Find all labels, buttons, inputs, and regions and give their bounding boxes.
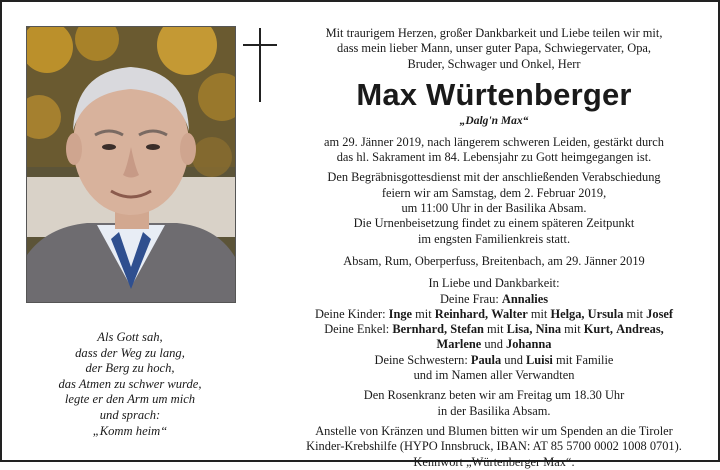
- child-spouse: Helga,: [550, 306, 585, 321]
- grandchild-name: Stefan: [450, 322, 484, 337]
- funeral-line: im engsten Familienkreis statt.: [417, 231, 571, 246]
- sisters-label: Deine Schwestern:: [374, 352, 468, 367]
- death-line: am 29. Jänner 2019, nach längerem schweren Leiden, gestärkt durch: [324, 134, 664, 149]
- grandchild-name: Andreas,: [616, 322, 664, 337]
- funeral-line: Die Urnenbeisetzung findet zu einem späteren Zeitpunkt: [353, 216, 635, 231]
- poem-line: „Komm heim“: [92, 423, 168, 438]
- funeral-line: Den Begräbnisgottesdienst mit der anschließenden Verabschiedung: [327, 170, 661, 185]
- grandchild-name: Bernhard,: [392, 322, 448, 337]
- donation-line: Kinder-Krebshilfe (HYPO Innsbruck, IBAN: AT 85 5700 0002 1008 0701).: [306, 439, 682, 454]
- donation-line: Kennwort „Würtenberger Max“.: [413, 454, 575, 469]
- grandchildren-line: Deine Enkel: Bernhard, Stefan mit Lisa, Nina mit Kurt, Andreas,: [324, 322, 664, 337]
- wife-line: [284, 292, 704, 307]
- grandchild-spouse: Kurt,: [583, 322, 614, 337]
- child-spouse: Reinhard,: [434, 306, 489, 321]
- children-label: Deine Kinder:: [314, 306, 386, 321]
- grandchildren-line-2: Marlene und Johanna: [436, 337, 552, 352]
- child-name: Inge: [388, 306, 413, 321]
- child-name: Walter: [491, 306, 528, 321]
- funeral-line: feiern wir am Samstag, dem 2. Februar 2019,: [381, 185, 607, 200]
- grandchild-spouse: Lisa,: [506, 322, 533, 337]
- deceased-name: Max Würtenberger: [356, 76, 632, 112]
- child-spouse: Josef: [646, 306, 674, 321]
- wife-name: Annalies: [501, 291, 549, 306]
- grandchild-name: Nina: [535, 322, 562, 337]
- nickname: „Dalg'n Max“: [459, 114, 529, 127]
- poem: [26, 330, 234, 439]
- sister-name: Luisi: [525, 352, 553, 367]
- grandchild-name: Marlene: [436, 337, 482, 352]
- intro-line: Mit traurigem Herzen, großer Dankbarkeit und Liebe teilen wir mit,: [325, 26, 663, 40]
- child-name: Ursula: [587, 306, 624, 321]
- grandchild-name: Johanna: [506, 337, 552, 352]
- poem-line: und sprach:: [99, 407, 161, 422]
- funeral-line: um 11:00 Uhr in der Basilika Absam.: [401, 201, 587, 216]
- intro-line: dass mein lieber Mann, unser guter Papa, Schwiegervater, Opa,: [337, 41, 651, 56]
- family-intro: In Liebe und Dankbarkeit:: [428, 276, 560, 291]
- poem-line: der Berg zu hoch,: [85, 361, 175, 376]
- portrait-photo: [26, 26, 236, 303]
- grandchildren-label: Deine Enkel:: [324, 322, 390, 337]
- sisters-line: Deine Schwestern: Paula und Luisi mit Familie: [374, 352, 614, 367]
- poem-line: dass der Weg zu lang,: [75, 345, 185, 360]
- relatives-line: und im Namen aller Verwandten: [413, 368, 575, 383]
- poem-line: das Atmen zu schwer wurde,: [58, 376, 202, 391]
- donation-line: Anstelle von Kränzen und Blumen bitten wir um Spenden an die Tiroler: [315, 423, 673, 438]
- place-date: Absam, Rum, Oberperfuss, Breitenbach, am 29. Jänner 2019: [343, 253, 645, 268]
- intro-line: Bruder, Schwager und Onkel, Herr: [407, 56, 581, 71]
- sister-name: Paula: [470, 352, 502, 367]
- death-line: das hl. Sakrament im 84. Lebensjahr zu Gott heimgegangen ist.: [336, 150, 652, 165]
- wife-label: Deine Frau:: [439, 291, 499, 306]
- rosary-line: Den Rosenkranz beten wir am Freitag um 18.30 Uhr: [363, 388, 625, 403]
- obituary-text: [284, 26, 704, 470]
- children-line: Deine Kinder: Inge mit Reinhard, Walter mit Helga, Ursula mit Josef: [314, 306, 674, 321]
- poem-line: Als Gott sah,: [97, 330, 163, 344]
- poem-line: legte er den Arm um mich: [64, 392, 196, 407]
- cross-symbol: [243, 28, 277, 102]
- rosary-line: in der Basilika Absam.: [437, 403, 551, 418]
